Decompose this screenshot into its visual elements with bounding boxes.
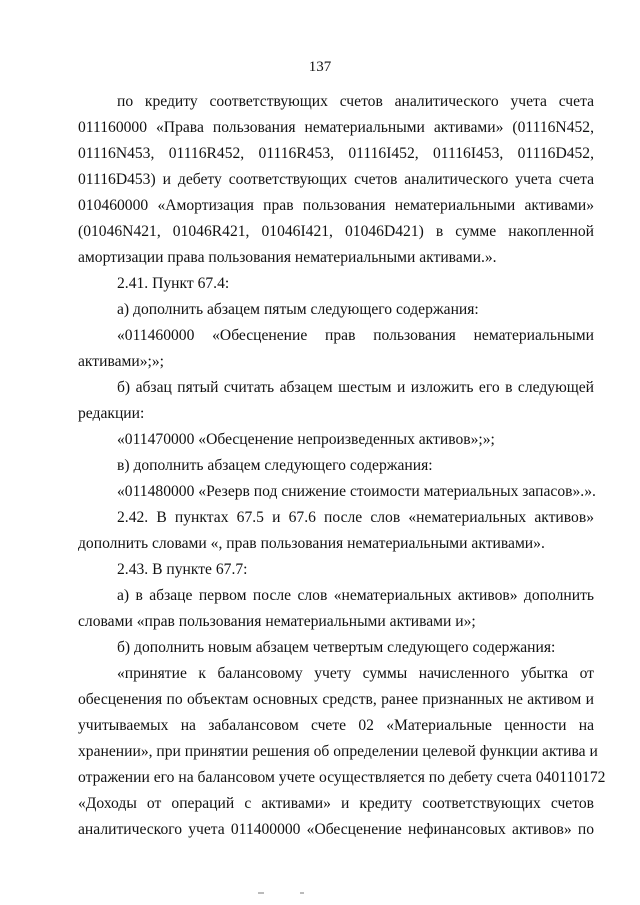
- text-line-14: «011470000 «Обесценение непроизведенных активов»;»;: [117, 431, 495, 448]
- text-line-17: 2.42. В пунктах 67.5 и 67.6 после слов «нематериальных активов»: [117, 509, 594, 526]
- text-line-19: 2.43. В пункте 67.7:: [117, 561, 248, 578]
- text-line-28: «Доходы от операций с активами» и кредиту соответствующих счетов: [78, 795, 594, 812]
- text-line-26: хранении», при принятии решения об определении целевой функции актива и: [78, 743, 598, 760]
- text-line-18: дополнить словами «, прав пользования нематериальными активами».: [78, 535, 545, 552]
- text-line-4: 01116D453) и дебету соответствующих счетов аналитического учета счета: [78, 171, 594, 188]
- text-line-9: а) дополнить абзацем пятым следующего содержания:: [117, 301, 479, 318]
- text-line-2: 011160000 «Права пользования нематериальными активами» (01116N452,: [78, 119, 594, 136]
- text-line-16: «011480000 «Резерв под снижение стоимости материальных запасов».».: [117, 483, 596, 500]
- page-number: 137: [308, 59, 332, 75]
- text-line-1: по кредиту соответствующих счетов аналитического учета счета: [117, 93, 594, 110]
- scan-speck: [300, 892, 304, 894]
- text-line-13: редакции:: [78, 405, 145, 422]
- text-line-12: б) абзац пятый считать абзацем шестым и изложить его в следующей: [117, 379, 594, 396]
- text-line-21: словами «прав пользования нематериальными активами и»;: [78, 613, 476, 630]
- text-line-15: в) дополнить абзацем следующего содержания:: [117, 457, 433, 474]
- text-line-22: б) дополнить новым абзацем четвертым следующего содержания:: [117, 639, 556, 656]
- text-line-3: 01116N453, 01116R452, 01116R453, 01116I452, 01116I453, 01116D452,: [78, 145, 594, 162]
- text-line-7: амортизации права пользования нематериальными активами.».: [78, 249, 497, 266]
- text-line-11: активами»;»;: [78, 353, 165, 370]
- text-line-23: «принятие к балансовому учету суммы начисленного убытка от: [117, 665, 594, 682]
- text-line-27: отражении его на балансовом учете осуществляется по дебету счета 040110172: [78, 769, 606, 786]
- text-line-10: «011460000 «Обесценение прав пользования нематериальными: [117, 327, 594, 344]
- text-line-25: учитываемых на забалансовом счете 02 «Материальные ценности на: [78, 717, 594, 734]
- text-line-5: 010460000 «Амортизация прав пользования нематериальными активами»: [78, 197, 594, 214]
- text-line-6: (01046N421, 01046R421, 01046I421, 01046D421) в сумме накопленной: [78, 223, 594, 240]
- text-line-20: а) в абзаце первом после слов «нематериальных активов» дополнить: [117, 587, 594, 604]
- text-line-29: аналитического учета 011400000 «Обесценение нефинансовых активов» по: [78, 821, 594, 838]
- text-line-8: 2.41. Пункт 67.4:: [117, 275, 230, 292]
- text-line-24: обесценения по объектам основных средств, ранее признанных не активом и: [78, 691, 594, 708]
- scan-speck: [258, 892, 264, 894]
